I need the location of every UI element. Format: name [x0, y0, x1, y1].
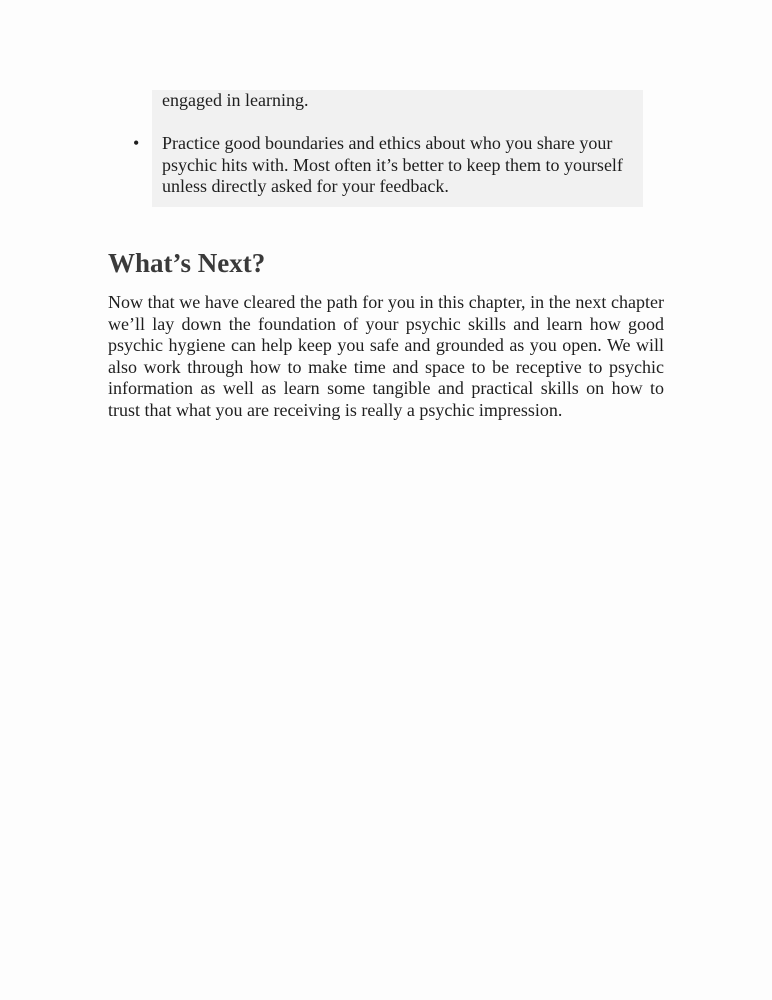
bullet-text: Practice good boundaries and ethics about who you share your psychic hits with. Most often it’s better to keep them to yourself unless directly asked for your feedback.	[162, 133, 623, 196]
bullet-icon: •	[133, 133, 140, 153]
tips-sidebar-box	[133, 90, 643, 207]
body-paragraph: Now that we have cleared the path for you in this chapter, in the next chapter we’ll lay down the foundation of your psychic skills and learn how good psychic hygiene can help keep you safe and grounded as you open. We will also work through how to make time and space to be receptive to psychic information as well as learn some tangible and practical skills on how to trust that what you are receiving is really a psychic impression.	[108, 292, 664, 420]
section-heading: What’s Next?	[108, 248, 266, 278]
continued-text: engaged in learning.	[162, 90, 309, 110]
bullet-list-item	[133, 133, 632, 198]
